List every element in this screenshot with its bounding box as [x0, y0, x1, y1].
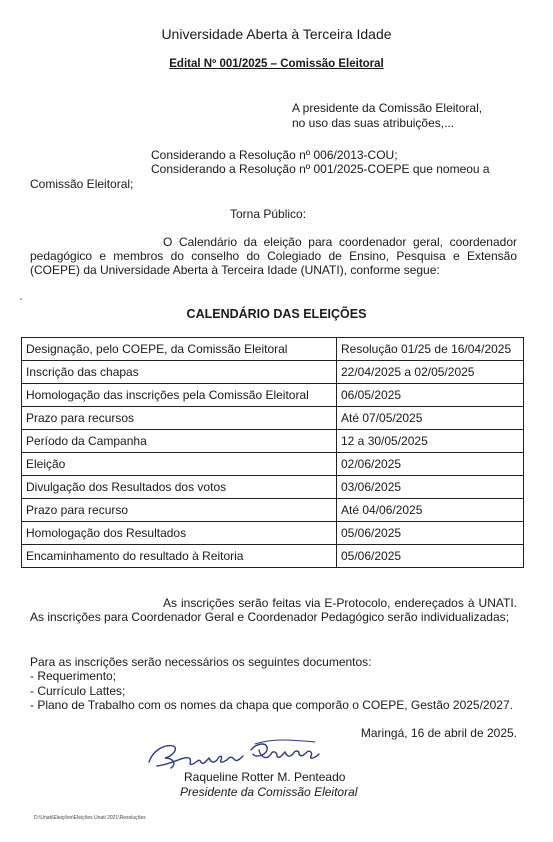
date-cell: Até 07/05/2025	[337, 407, 524, 430]
place-date: Maringá, 16 de abril de 2025.	[360, 726, 517, 740]
intro-line-1: A presidente da Comissão Eleitoral,	[292, 101, 483, 115]
body-paragraph: O Calendário da eleição para coordenador geral, coordenador pedagógico e membros do conselho do Colegiado de Ensino, Pesquisa e Extensão (COEPE) da Universidade Aberta à Terceira Idade (UNATI), conforme segue:	[30, 235, 517, 277]
table-row	[22, 384, 524, 407]
date-cell: 05/06/2025	[337, 545, 524, 568]
date-cell: 22/04/2025 a 02/05/2025	[337, 361, 524, 384]
consideration-line-3: Comissão Eleitoral;	[30, 177, 134, 191]
date-cell: 05/06/2025	[337, 522, 524, 545]
date-cell: Resolução 01/25 de 16/04/2025	[337, 338, 524, 361]
scan-speck	[20, 298, 22, 300]
table-row	[22, 338, 524, 361]
consideration-line-1: Considerando a Resolução nº 006/2013-COU;	[151, 148, 398, 162]
event-cell: Prazo para recurso	[22, 499, 337, 522]
date-cell: 03/06/2025	[337, 476, 524, 499]
table-row	[22, 545, 524, 568]
calendar-table	[21, 337, 524, 568]
event-cell: Homologação dos Resultados	[22, 522, 337, 545]
date-cell: 12 a 30/05/2025	[337, 430, 524, 453]
event-cell: Encaminhamento do resultado à Reitoria	[22, 545, 337, 568]
event-cell: Divulgação dos Resultados dos votos	[22, 476, 337, 499]
table-row	[22, 361, 524, 384]
event-cell: Homologação das inscrições pela Comissão Eleitoral	[22, 384, 337, 407]
table-row	[22, 522, 524, 545]
handwritten-signature	[143, 736, 323, 774]
edital-heading	[0, 58, 553, 70]
calendar-title: CALENDÁRIO DAS ELEIÇÕES	[186, 307, 367, 321]
signatory-name: Raqueline Rotter M. Penteado	[184, 770, 346, 784]
document-item: - Plano de Trabalho com os nomes da chapa que comporão o COEPE, Gestão 2025/2027.	[30, 698, 513, 712]
table-row	[22, 407, 524, 430]
intro-line-2: no uso das suas atribuições,...	[292, 116, 455, 130]
table-row	[22, 499, 524, 522]
documents-intro: Para as inscrições serão necessários os seguintes documentos:	[30, 655, 372, 669]
institution-title: Universidade Aberta à Terceira Idade	[161, 26, 392, 42]
event-cell: Inscrição das chapas	[22, 361, 337, 384]
file-path-footer: D:\Unati\Eleições\Eleições Unati 2021\Resoluções	[34, 815, 146, 821]
event-cell: Prazo para recursos	[22, 407, 337, 430]
torna-publico: Torna Público:	[230, 207, 307, 221]
edital-heading-text: Edital Nº 001/2025 – Comissão Eleitoral	[169, 58, 384, 70]
table-row	[22, 453, 524, 476]
table-row	[22, 476, 524, 499]
consideration-line-2: Considerando a Resolução nº 001/2025-COEPE que nomeou a	[151, 162, 490, 176]
date-cell: Até 04/06/2025	[337, 499, 524, 522]
date-cell: 06/05/2025	[337, 384, 524, 407]
document-item: - Requerimento;	[30, 669, 117, 683]
event-cell: Designação, pelo COEPE, da Comissão Eleitoral	[22, 338, 337, 361]
inscriptions-paragraph: As inscrições serão feitas via E-Protocolo, endereçados à UNATI. As inscrições para Coordenador Geral e Coordenador Pedagógico serão individualizadas;	[30, 596, 517, 624]
document-item: - Currículo Lattes;	[30, 684, 126, 698]
event-cell: Eleição	[22, 453, 337, 476]
event-cell: Período da Campanha	[22, 430, 337, 453]
date-cell: 02/06/2025	[337, 453, 524, 476]
signatory-role: Presidente da Comissão Eleitoral	[180, 785, 358, 799]
table-row	[22, 430, 524, 453]
